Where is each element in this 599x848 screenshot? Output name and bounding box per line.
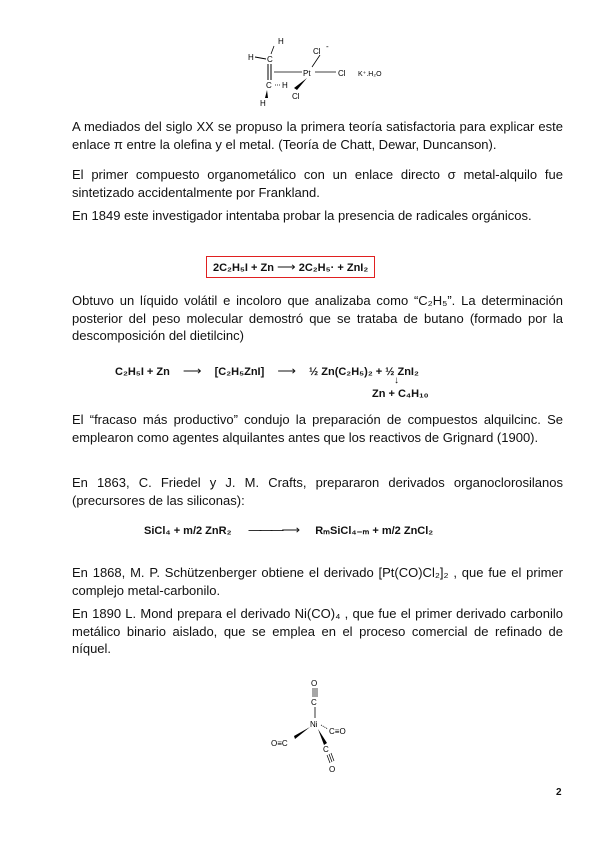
paragraph-friedel-crafts: En 1863, C. Friedel y J. M. Crafts, prepararon derivados organoclorosilanos (precursores de las siliconas): [72, 475, 563, 508]
co-right: C≡O [329, 727, 346, 736]
counterion: K⁺.H₂O [358, 71, 382, 78]
h-lower-right: H [282, 81, 288, 90]
paragraph-chatt-dewar: A mediados del siglo XX se propuso la primera teoría satisfactoria para explicar este enlace π entre la olefina y el metal. (Teoría de Chatt, Dewar, Duncanson). [72, 119, 563, 152]
c-lower: C [266, 81, 272, 90]
paragraph-butano: Obtuvo un líquido volátil e incoloro que analizaba como “C₂H₅”. La determinación posterior del peso molecular demostró que se trataba de butano (formado por la descomposición del dietilcinc) [72, 293, 563, 343]
cl-right: Cl [338, 69, 346, 78]
paragraph-frankland: El primer compuesto organometálico con un enlace directo σ metal-alquilo fue sintetizado accidentalmente por Frankland. [72, 167, 563, 200]
page-number: 2 [556, 787, 562, 798]
paragraph-1849: En 1849 este investigador intentaba probar la presencia de radicales orgánicos. [72, 208, 532, 223]
arrow-icon: ⟶ [182, 363, 202, 378]
co-top-c: C [311, 698, 317, 707]
arrow-icon: ⟶ [277, 259, 296, 274]
co-bottom-o: O [329, 765, 336, 774]
equation-dietilcinc-product: Zn + C₄H₁₀ [372, 388, 429, 400]
pt-atom: Pt [303, 69, 311, 78]
equation-silanos: SiCl₄ + m/2 ZnR₂ ———⟶ RₘSiCl₄₋ₘ + m/2 ZnCl₂ [144, 522, 434, 537]
co-left: O≡C [271, 739, 288, 748]
equation-dietilcinc: C₂H₅I + Zn ⟶ [C₂H₅ZnI] ⟶ ½ Zn(C₂H₅)₂ + ½ ZnI₂ [115, 363, 419, 378]
ni-co4-structure [268, 670, 368, 778]
cl-top: Cl [313, 47, 321, 56]
co-bottom-c: C [323, 745, 329, 754]
h-top: H [278, 37, 284, 46]
arrow-icon: ———⟶ [248, 522, 299, 537]
paragraph-mond: En 1890 L. Mond prepara el derivado Ni(CO)₄ , que fue el primer derivado carbonilo metálico binario aislado, que se emplea en el proceso comercial de refinado de níquel. [72, 606, 563, 656]
zeise-salt-structure [240, 32, 410, 112]
cl-bottom: Cl [292, 92, 300, 101]
arrow-icon: ⟶ [277, 363, 296, 378]
co-top-o: O [311, 679, 318, 688]
ni-atom: Ni [310, 720, 318, 729]
down-arrow-icon: ↓ [394, 375, 399, 386]
paragraph-schutzenberger: En 1868, M. P. Schützenberger obtiene el derivado [Pt(CO)Cl₂]₂ , que fue el primer complejo metal-carbonilo. [72, 565, 563, 598]
paragraph-alquilcinc: El “fracaso más productivo” condujo la preparación de compuestos alquilcinc. Se emplearon como agentes alquilantes antes que los reactivos de Grignard (1900). [72, 412, 563, 445]
charge: - [326, 42, 329, 51]
h-bottom: H [260, 99, 266, 108]
equation-frankland: 2C₂H₅I + Zn ⟶ 2C₂H₅· + ZnI₂ [206, 256, 375, 278]
h-left: H [248, 53, 254, 62]
c-upper: C [267, 55, 273, 64]
